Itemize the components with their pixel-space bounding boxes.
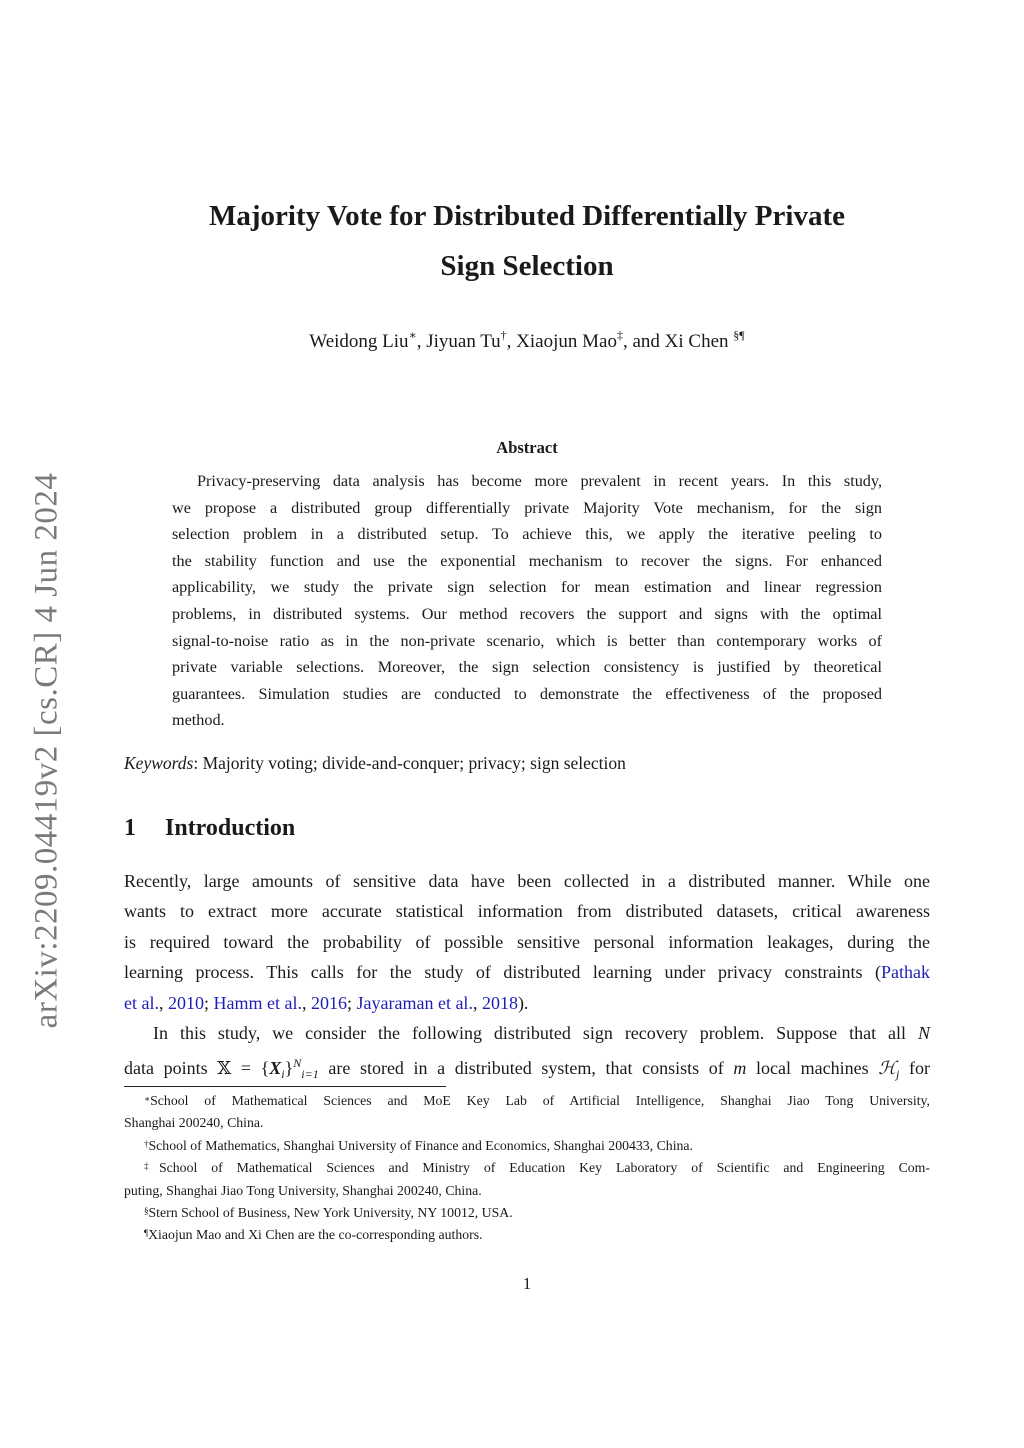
footnote-text: School of Mathematical Sciences and MoE Key Lab of Artificial Intelligence, Shanghai Jiao Tong University, (150, 1093, 930, 1108)
paper-title-line-2: Sign Selection (440, 250, 614, 282)
author-separator: , (506, 331, 517, 352)
abstract-line: signal-to-noise ratio as in the non-private scenario, which is better than contemporary works of (172, 631, 882, 650)
abstract-line: we propose a distributed group differentially private Majority Vote mechanism, for the sign (172, 498, 882, 517)
abstract-line: method. (172, 711, 225, 730)
abstract-line: guarantees. Simulation studies are conducted to demonstrate the effectiveness of the proposed (172, 684, 882, 703)
citation-year-pathak[interactable]: 2010 (167, 992, 204, 1013)
math-symbol: N (293, 1056, 302, 1071)
citation-year-jayaraman[interactable]: 2018 (481, 992, 518, 1013)
footnote-divider (124, 1086, 446, 1087)
body-line (124, 1048, 930, 1089)
footnote-mark: ∗ (144, 1094, 151, 1104)
body-text: In this study, we consider the following distributed sign recovery problem. Suppose that all (153, 1023, 918, 1044)
author-name: Weidong Liu (309, 331, 409, 352)
body-line: et al., 2010; Hamm et al., 2016; Jayaraman et al., 2018). (124, 992, 529, 1013)
abstract-body (172, 468, 882, 734)
math-symbol: i (281, 1067, 285, 1082)
citation-link-jayaraman[interactable]: Jayaraman et al. (356, 992, 473, 1013)
author-name: Xiaojun Mao (516, 331, 617, 352)
math-symbol: j (896, 1067, 900, 1082)
paper-title-line-1: Majority Vote for Distributed Differentially Private (209, 200, 845, 232)
footnote-line (124, 1224, 930, 1246)
section-title: Introduction (165, 815, 296, 841)
keywords (124, 753, 626, 774)
math-symbol: i=1 (301, 1067, 319, 1082)
introduction-body (124, 866, 930, 1090)
footnote-text: School of Mathematical Sciences and Ministry of Education Key Laboratory of Scientific and Engineering Com- (158, 1160, 930, 1176)
keywords-label: Keywords (124, 753, 194, 773)
math-symbol: m (733, 1058, 747, 1079)
math-symbol: X (269, 1058, 282, 1079)
body-text: are stored in a distributed system, that consists of (318, 1058, 734, 1079)
abstract-line: selection problem in a distributed setup. To achieve this, we apply the iterative peeling to (172, 525, 882, 544)
footnote-mark: † (144, 1138, 149, 1149)
author-name: Xi Chen (664, 331, 734, 352)
footnotes (124, 1090, 930, 1247)
keywords-text: : Majority voting; divide-and-conquer; privacy; sign selection (193, 753, 626, 773)
footnote-line: Shanghai 200240, China. (124, 1115, 264, 1131)
author-footnote-mark: ‡ (616, 328, 623, 342)
abstract-heading: Abstract (496, 438, 558, 457)
body-text: learning process. This calls for the study of distributed learning under privacy constraints ( (124, 962, 881, 983)
citation-link-hamm[interactable]: Hamm et al. (213, 992, 302, 1013)
abstract-line: the stability function and use the exponential mechanism to recover the signs. For enhanced (172, 551, 882, 570)
body-line: wants to extract more accurate statistical information from distributed datasets, critical awareness (124, 901, 930, 922)
section-heading (124, 815, 295, 842)
arxiv-sidebar (16, 460, 78, 1040)
abstract-line: problems, in distributed systems. Our method recovers the support and signs with the optimal (172, 604, 882, 623)
body-line (124, 1018, 930, 1048)
footnote-line (124, 1202, 930, 1224)
citation-link-pathak-cont[interactable]: et al. (124, 992, 159, 1013)
footnote-text: Xiaojun Mao and Xi Chen are the co-corresponding authors. (148, 1227, 483, 1243)
body-line: Recently, large amounts of sensitive data have been collected in a distributed manner. While one (124, 871, 930, 891)
math-symbol: N (917, 1023, 930, 1044)
footnote-text: Stern School of Business, New York University, NY 10012, USA. (148, 1205, 513, 1221)
author-list (124, 328, 930, 353)
body-line (124, 957, 930, 987)
abstract-line: private variable selections. Moreover, the sign selection consistency is justified by theoretical (172, 658, 882, 677)
footnote-mark: § (144, 1206, 149, 1217)
section-number: 1 (124, 815, 136, 841)
arxiv-identifier: arXiv:2209.04419v2 [cs.CR] 4 Jun 2024 (28, 472, 65, 1028)
footnote-line (124, 1157, 930, 1179)
abstract-line: applicability, we study the private sign selection for mean estimation and linear regression (172, 578, 882, 597)
footnote-line: puting, Shanghai Jiao Tong University, Shanghai 200240, China. (124, 1182, 482, 1198)
abstract-line: Privacy-preserving data analysis has become more prevalent in recent years. In this study, (197, 472, 882, 490)
footnote-text: School of Mathematics, Shanghai University of Finance and Economics, Shanghai 200433, China. (148, 1137, 693, 1153)
author-name: Jiyuan Tu (426, 331, 501, 352)
page-number: 1 (522, 1274, 532, 1293)
author-separator: , (416, 331, 427, 352)
author-footnote-mark: † (500, 328, 507, 342)
math-symbol: 𝕏 = { (217, 1058, 270, 1079)
author-footnote-mark: ∗ (408, 328, 417, 342)
footnote-mark: ¶ (144, 1228, 149, 1239)
body-line: is required toward the probability of possible sensitive personal information leakages, during the (124, 931, 930, 952)
footnote-mark: ‡ (144, 1161, 159, 1172)
citation-year-hamm[interactable]: 2016 (310, 992, 347, 1013)
body-text: for (899, 1058, 930, 1079)
math-symbol: ℋ (878, 1058, 897, 1079)
footnote-line (124, 1135, 930, 1157)
footnote-line (124, 1090, 930, 1112)
author-separator: , and (622, 331, 665, 352)
citation-link-pathak[interactable]: Pathak (881, 962, 930, 983)
author-footnote-mark: §¶ (733, 328, 745, 342)
body-text: data points (124, 1058, 218, 1079)
math-symbol: } (284, 1058, 294, 1079)
body-text: local machines (746, 1058, 879, 1079)
